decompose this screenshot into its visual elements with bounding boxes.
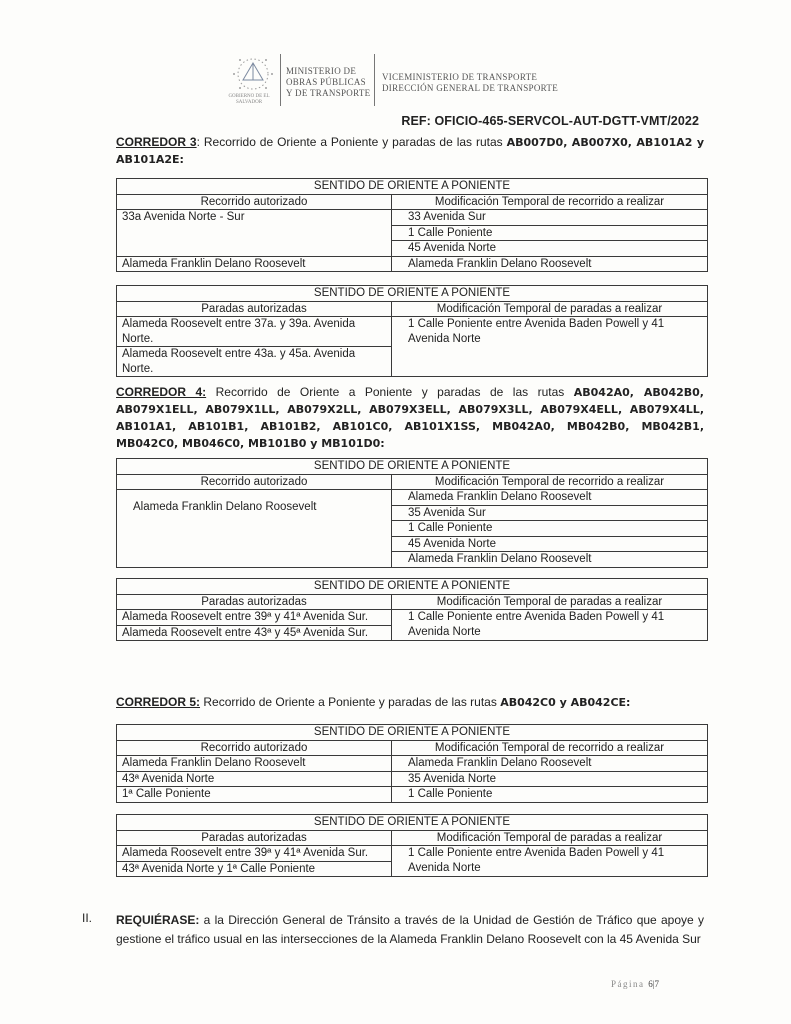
header-divider xyxy=(280,54,281,106)
column-header: Modificación Temporal de recorrido a realizar xyxy=(392,474,708,490)
letterhead xyxy=(222,46,562,106)
page-count: 6|7 xyxy=(648,979,660,989)
table-title: SENTIDO DE ORIENTE A PONIENTE xyxy=(117,725,708,741)
table-title: SENTIDO DE ORIENTE A PONIENTE xyxy=(117,579,708,595)
requierase-label: REQUIÉRASE: xyxy=(116,913,200,927)
table-cell: 1 Calle Poniente xyxy=(392,787,708,803)
table-cell: Alameda Franklin Delano Roosevelt xyxy=(392,490,708,506)
header-divider xyxy=(374,54,375,106)
column-header: Modificación Temporal de recorrido a realizar xyxy=(392,740,708,756)
table-cell: Alameda Franklin Delano Roosevelt xyxy=(392,756,708,772)
table-cell: Alameda Roosevelt entre 37a. y 39a. Avenida Norte. xyxy=(117,317,392,347)
corredor-4-intro xyxy=(116,384,704,452)
table-cell: 1 Calle Poniente entre Avenida Baden Powell y 41 Avenida Norte xyxy=(392,846,708,877)
column-header: Recorrido autorizado xyxy=(117,194,392,210)
corredor-4-stops-table xyxy=(116,578,708,641)
table-cell: 43ª Avenida Norte xyxy=(117,771,392,787)
page-label: Página xyxy=(611,979,645,989)
requierase-text: a la Dirección General de Tránsito a través de la Unidad de Gestión de Tráfico que apoye y gestione el tráfico usual en las intersecciones de la Alameda Franklin Delano Roosevelt con la 45 Avenida Sur xyxy=(116,913,704,946)
table-title: SENTIDO DE ORIENTE A PONIENTE xyxy=(117,459,708,475)
table-cell: 45 Avenida Norte xyxy=(392,536,708,552)
table-cell: Alameda Franklin Delano Roosevelt xyxy=(117,256,392,272)
table-cell: 33 Avenida Sur xyxy=(392,210,708,226)
table-cell: 45 Avenida Norte xyxy=(392,241,708,257)
corredor-text: : Recorrido de Oriente a Poniente y paradas de las rutas xyxy=(196,135,507,149)
corredor-3-route-table xyxy=(116,178,708,272)
seal-caption: GOBIERNO DE EL SALVADOR xyxy=(228,94,270,105)
coat-of-arms-icon xyxy=(230,54,276,94)
table-cell: 1 Calle Poniente xyxy=(392,225,708,241)
ministry-line-2: OBRAS PÚBLICAS xyxy=(286,77,366,87)
table-cell: 43ª Avenida Norte y 1ª Calle Poniente xyxy=(117,861,392,877)
table-cell: 35 Avenida Sur xyxy=(392,505,708,521)
ministry-line-1: MINISTERIO DE xyxy=(286,66,357,76)
table-cell: Alameda Franklin Delano Roosevelt xyxy=(392,256,708,272)
corredor-5-route-table xyxy=(116,724,708,803)
corredor-routes: AB007D0, AB007X0, AB101A2 y AB101A2E: xyxy=(116,136,704,166)
corredor-routes: AB042A0, AB042B0, AB079X1ELL, AB079X1LL, AB079X2LL, AB079X3ELL, AB079X3LL, AB079X4ELL, AB079X4LL, AB101A1, AB101B1, AB101B2, AB101C0, AB101X1SS, MB042A0, MB042B0, MB042B1, MB042C0, MB046C0, MB101B0 y MB101D0: xyxy=(116,386,704,450)
vice-line-1: VICEMINISTERIO DE TRANSPORTE xyxy=(382,72,538,82)
table-cell: Alameda Franklin Delano Roosevelt xyxy=(117,756,392,772)
document-reference: REF: OFICIO-465-SERVCOL-AUT-DGTT-VMT/2022 xyxy=(401,114,699,128)
corredor-3-stops-table xyxy=(116,285,708,377)
ministry-line-3: Y DE TRANSPORTE xyxy=(286,88,371,98)
column-header: Paradas autorizadas xyxy=(117,830,392,846)
table-cell: Alameda Franklin Delano Roosevelt xyxy=(117,490,392,568)
column-header: Modificación Temporal de paradas a realizar xyxy=(392,301,708,317)
requierase-paragraph xyxy=(116,911,704,949)
table-title: SENTIDO DE ORIENTE A PONIENTE xyxy=(117,815,708,831)
table-title: SENTIDO DE ORIENTE A PONIENTE xyxy=(117,179,708,195)
table-cell: Alameda Roosevelt entre 39ª y 41ª Avenida Sur. xyxy=(117,846,392,862)
table-cell: 35 Avenida Norte xyxy=(392,771,708,787)
corredor-4-route-table xyxy=(116,458,708,568)
corredor-text: Recorrido de Oriente a Poniente y paradas de las rutas xyxy=(206,385,574,399)
column-header: Recorrido autorizado xyxy=(117,740,392,756)
corredor-label: CORREDOR 5: xyxy=(116,695,201,709)
corredor-label: CORREDOR 3 xyxy=(116,135,197,149)
table-cell: 1 Calle Poniente entre Avenida Baden Powell y 41 Avenida Norte xyxy=(392,317,708,377)
corredor-5-intro xyxy=(116,694,704,711)
corredor-3-intro xyxy=(116,134,704,168)
corredor-5-stops-table xyxy=(116,814,708,877)
table-cell: Alameda Franklin Delano Roosevelt xyxy=(392,552,708,568)
table-title: SENTIDO DE ORIENTE A PONIENTE xyxy=(117,286,708,302)
table-cell: 1 Calle Poniente xyxy=(392,521,708,537)
column-header: Modificación Temporal de paradas a realizar xyxy=(392,594,708,610)
column-header: Recorrido autorizado xyxy=(117,474,392,490)
table-cell: 1 Calle Poniente entre Avenida Baden Powell y 41 Avenida Norte xyxy=(392,610,708,641)
table-cell: Alameda Roosevelt entre 39ª y 41ª Avenida Sur. xyxy=(117,610,392,626)
table-cell: 1ª Calle Poniente xyxy=(117,787,392,803)
page-number xyxy=(611,979,659,989)
column-header: Paradas autorizadas xyxy=(117,594,392,610)
table-cell: Alameda Roosevelt entre 43ª y 45ª Avenida Sur. xyxy=(117,625,392,641)
column-header: Paradas autorizadas xyxy=(117,301,392,317)
table-cell: Alameda Roosevelt entre 43a. y 45a. Avenida Norte. xyxy=(117,347,392,377)
column-header: Modificación Temporal de recorrido a realizar xyxy=(392,194,708,210)
corredor-label: CORREDOR 4: xyxy=(116,385,207,399)
column-header: Modificación Temporal de paradas a realizar xyxy=(392,830,708,846)
corredor-text: Recorrido de Oriente a Poniente y paradas de las rutas xyxy=(200,695,501,709)
section-numeral: II. xyxy=(82,911,93,925)
vice-line-2: DIRECCIÓN GENERAL DE TRANSPORTE xyxy=(382,83,559,93)
table-cell: 33a Avenida Norte - Sur xyxy=(117,210,392,257)
corredor-routes: AB042C0 y AB042CE: xyxy=(500,696,631,709)
